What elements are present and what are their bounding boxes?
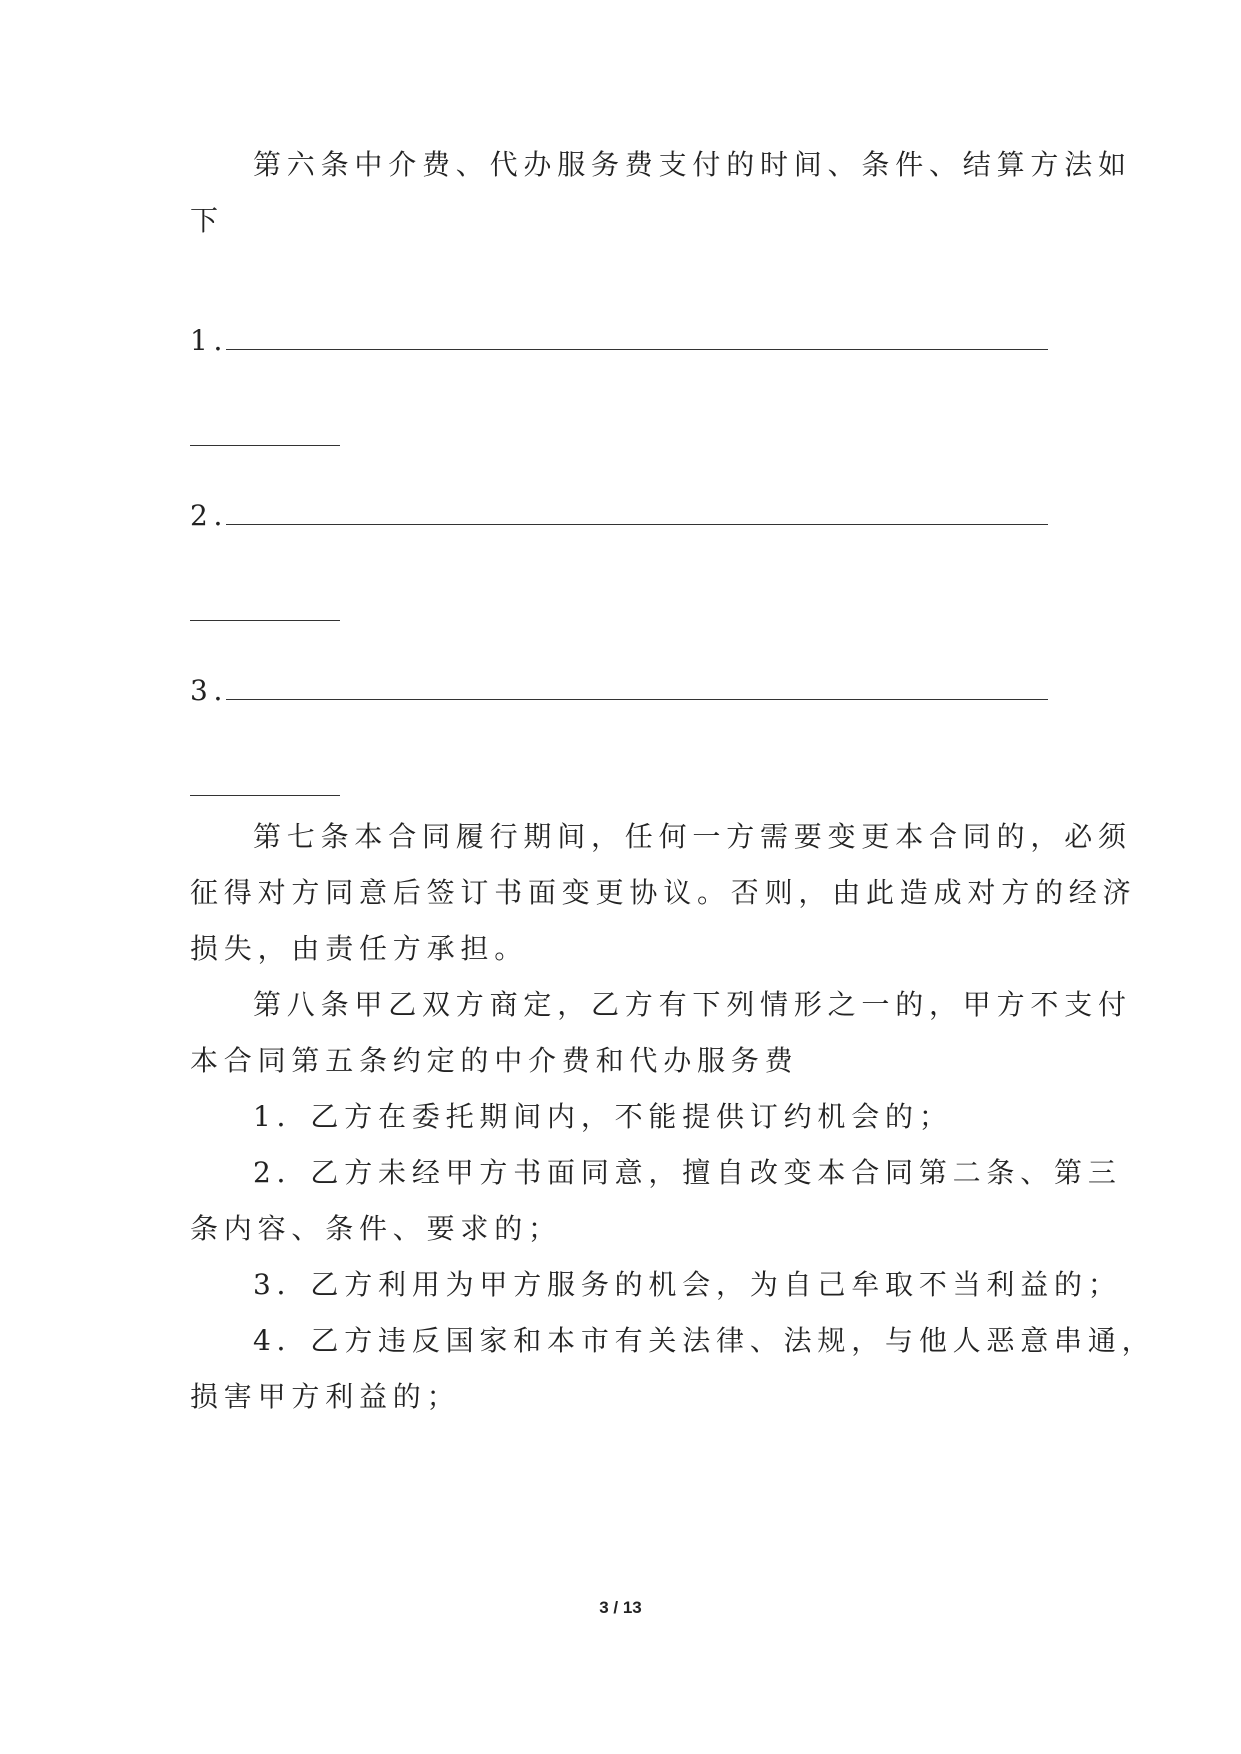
blank-number-3: 3． <box>190 674 248 707</box>
blank-underline-2a <box>226 524 1048 525</box>
blank-number-2: 2． <box>190 499 248 532</box>
article8-line-1: 第八条甲乙双方商定，乙方有下列情形之一的，甲方不支付 <box>253 988 1132 1021</box>
item-4-line-1: 4．乙方违反国家和本市有关法律、法规，与他人恶意串通， <box>253 1324 1156 1357</box>
page-number: 3 / 13 <box>599 1598 642 1617</box>
article6-line-1: 第六条中介费、代办服务费支付的时间、条件、结算方法如 <box>253 148 1132 181</box>
blank-underline-1b <box>190 445 340 446</box>
article6-line-2: 下 <box>190 204 224 237</box>
blank-field-3 <box>190 671 247 711</box>
item-3-line-1: 3．乙方利用为甲方服务的机会，为自己牟取不当利益的； <box>253 1268 1122 1301</box>
blank-underline-2b <box>190 620 340 621</box>
article7-line-2: 征得对方同意后签订书面变更协议。否则，由此造成对方的经济 <box>190 876 1137 909</box>
blank-underline-3a <box>226 699 1048 700</box>
item-4-line-2: 损害甲方利益的； <box>190 1380 461 1413</box>
blank-field-2 <box>190 496 247 536</box>
item-2-line-2: 条内容、条件、要求的； <box>190 1212 562 1245</box>
item-2-line-1: 2．乙方未经甲方书面同意，擅自改变本合同第二条、第三 <box>253 1156 1122 1189</box>
blank-underline-3b <box>190 795 340 796</box>
blank-underline-1a <box>226 349 1048 350</box>
blank-number-1: 1． <box>190 324 248 357</box>
article7-line-3: 损失，由责任方承担。 <box>190 932 529 965</box>
item-1-line-1: 1．乙方在委托期间内，不能提供订约机会的； <box>253 1100 953 1133</box>
article7-line-1: 第七条本合同履行期间，任何一方需要变更本合同的，必须 <box>253 820 1132 853</box>
blank-field-1 <box>190 321 247 361</box>
article8-line-2: 本合同第五条约定的中介费和代办服务费 <box>190 1044 799 1077</box>
